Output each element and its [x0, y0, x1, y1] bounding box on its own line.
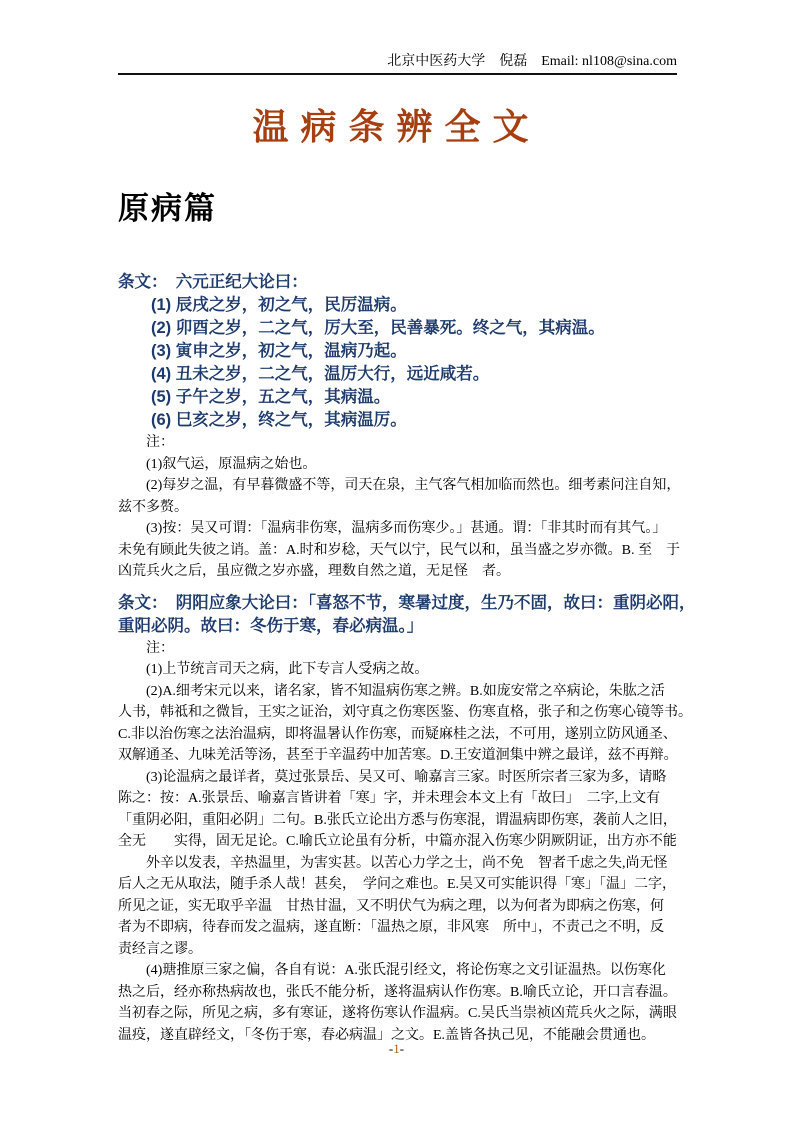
tiaowen-section	[118, 592, 696, 638]
text-line: 者为不即病，待春而发之温病，遂直断：「温热之原，非风寒 所中」，不责己之不明，反	[118, 920, 664, 935]
text-line: 陈之：按：A.张景岳、喻嘉言皆讲着「寒」字，并未理会本文上有「故曰」 二字,上文有	[118, 791, 661, 806]
text-line: (1)上节统言司天之病，此下专言人受病之故。	[118, 662, 429, 677]
text-line: 温疫，遂直辟经文，「冬伤于寒，春必病温」之文。E.盖皆各执己见，不能融会贯通也。	[118, 1027, 656, 1043]
text-line: 当初春之际，所见之病，多有寒证，遂将伤寒认作温病。C.吴氏当崇祯凶荒兵火之际，满眼	[118, 1006, 677, 1021]
tiaowen-section	[118, 271, 682, 432]
page-header	[118, 50, 677, 70]
text-line: 热之后，经亦称热病故也，张氏不能分析，遂将温病认作伤寒。B.喻氏立论，开口言春温。	[118, 984, 677, 1000]
page-number-suffix: -	[399, 1041, 405, 1056]
document-title: 温病条辨全文	[252, 107, 541, 147]
text-line: 所见之证，实无取乎辛温 甘热甘温，又不明伏气为病之理，以为何者为即病之伤寒，何	[118, 898, 664, 914]
text-line: C.非以治伤寒之法治温病，即将温暑认作伤寒，而疑麻桂之法，不可用，遂别立防风通圣、	[118, 726, 677, 742]
text-line: 后人之无从取法，随手杀人哉！甚矣， 学问之难也。E.吴又可实能识得「寒」「温」二字，	[118, 877, 677, 892]
note-section	[118, 432, 682, 583]
text-line: 双解通圣、九味羌活等汤，甚至于辛温药中加苦寒。D.王安道洄集中辨之最详，兹不再辩。	[118, 748, 678, 763]
text-line: 人书，韩祗和之微旨，王实之证治，刘守真之伤寒医鉴、伤寒直格，张子和之伤寒心镜等书。	[118, 705, 692, 720]
header-email: Email: nl108@sina.com	[541, 54, 677, 69]
text-line: 条文： 六元正纪大论曰：	[118, 273, 308, 291]
text-line: 「重阴必阳，重阳必阴」二句。B.张氏立论出方悉与伤寒混，谓温病即伤寒，袭前人之旧，	[118, 812, 677, 828]
text-line: (3)论温病之最详者，莫过张景岳、吴又可、喻嘉言三家。时医所宗者三家为多，请略	[118, 769, 667, 785]
text-line: (2)A.细考宋元以来，诸名家，皆不知温病伤寒之辨。B.如庞安常之卒病论，朱肱之活	[118, 683, 665, 699]
text-line: (4)瑭推原三家之偏，各自有说：A.张氏混引经文，将论伤寒之文引证温热。以伤寒化	[118, 963, 666, 978]
page-number-prefix: -	[388, 1041, 394, 1056]
text-line: 未免有顾此失彼之诮。盖：A.时和岁稔，天气以宁，民气以和，虽当盛之岁亦微。B. 至 于	[118, 542, 680, 558]
text-line: 条文： 阴阳应象大论曰：「喜怒不节，寒暑过度，生乃不固，故曰：重阴必阳，	[118, 593, 696, 612]
text-line: (1)叙气运，原温病之始也。	[118, 456, 317, 472]
text-line: 责经言之谬。	[118, 941, 202, 957]
text-line: 注：	[118, 640, 174, 656]
text-line: 全无 实得，固无足论。C.喻氏立论虽有分析，中篇亦混入伤寒少阴厥阴证，出方亦不能	[118, 834, 677, 849]
header-author: 倪磊	[499, 54, 528, 69]
text-line: (3)按：吴又可谓：「温病非伤寒，温病多而伤寒少。」甚通。谓：「非其时而有其气。」	[118, 521, 667, 536]
text-line: (3) 寅申之岁，初之气，温病乃起。	[118, 342, 407, 360]
text-line: (2)每岁之温，有早暮微盛不等，司天在泉，主气客气相加临而然也。细考素问注自知，	[118, 478, 681, 493]
page-number: 1	[393, 1041, 400, 1056]
text-line: 外辛以发表，辛热温里，为害实甚。以苦心力学之士，尚不免 智者千虑之失,尚无怪	[118, 855, 668, 871]
text-line: 凶荒兵火之后，虽应微之岁亦盛，理数自然之道，无足怪 者。	[118, 564, 510, 579]
text-line: (4) 丑未之岁，二之气，温厉大行，远近咸若。	[118, 365, 490, 383]
header-rule	[118, 73, 677, 75]
text-line: 重阳必阴。故曰：冬伤于寒，春必病温。」	[118, 616, 424, 635]
text-line: (6) 巳亥之岁，终之气，其病温厉。	[118, 411, 407, 429]
text-line: (2) 卯酉之岁，二之气，厉大至，民善暴死。终之气，其病温。	[118, 319, 605, 337]
chapter-heading: 原病篇	[118, 191, 217, 226]
document-body	[118, 271, 696, 1046]
text-line: 兹不多赘。	[118, 499, 188, 515]
text-line: 注：	[118, 435, 174, 450]
note-section	[118, 638, 692, 1047]
text-line: (1) 辰戌之岁，初之气，民厉温病。	[118, 296, 407, 314]
header-affiliation: 北京中医药大学	[387, 54, 486, 69]
page-footer	[0, 1041, 793, 1057]
text-line: (5) 子午之岁，五之气，其病温。	[118, 388, 391, 406]
